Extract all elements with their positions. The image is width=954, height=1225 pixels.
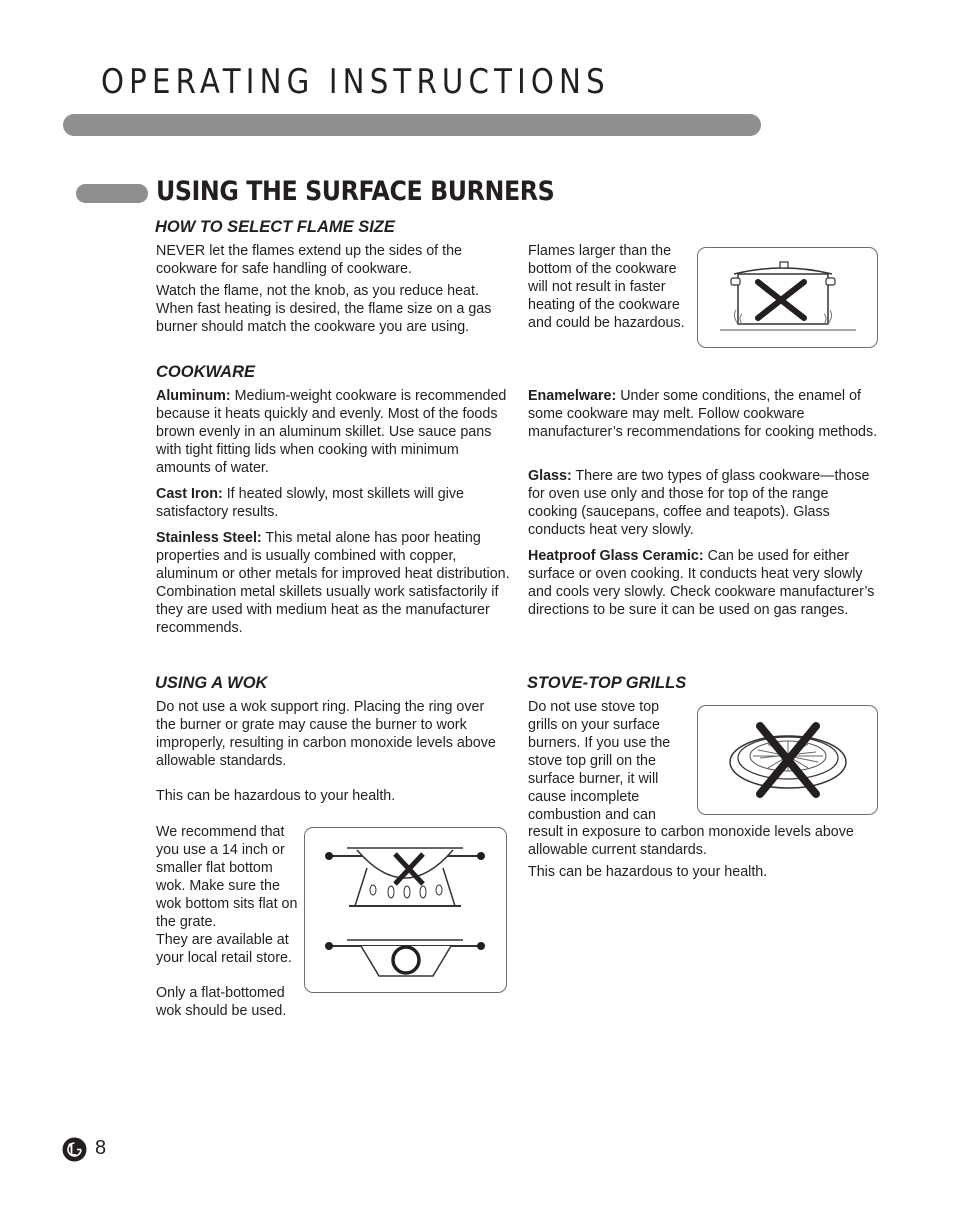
flame-side-text: Flames larger than the bottom of the cookware will not result in faster heating of the cookware and could be hazardous. bbox=[528, 243, 685, 331]
header-bar bbox=[63, 114, 761, 136]
glass-ceramic-text: Can be used for either surface or oven cooking. It conducts heat very slowly and cools very slowly. Check cookware manufacturer’s directions to be sure it can be used on gas ranges. bbox=[528, 548, 875, 618]
header-title: OPERATING INSTRUCTIONS bbox=[101, 62, 610, 102]
stainless-steel-text: This metal alone has poor heating properties and is usually combined with copper, aluminum or other metals for improved heat distribution. Combination metal skillets usually work satisfactorily if they are used with medium heat as the manufacturer recommends. bbox=[156, 530, 510, 636]
grills-paragraph-2: This can be hazardous to your health. bbox=[528, 864, 768, 880]
aluminum-paragraph bbox=[156, 387, 512, 477]
pot-illustration bbox=[697, 247, 878, 348]
pot-x-icon bbox=[698, 248, 877, 347]
lg-logo-icon bbox=[62, 1137, 87, 1162]
wok-paragraph-3 bbox=[156, 823, 302, 967]
grills-paragraph-1a: Do not use stove top grills on your surface burners. If you use the stove top grill on the surface burner, it will cause incomplete combustion and can bbox=[528, 699, 671, 823]
grills-paragraph-1b: result in exposure to carbon monoxide levels above allowable current standards. bbox=[528, 824, 854, 858]
enamelware-paragraph bbox=[528, 387, 878, 441]
glass-ceramic-paragraph bbox=[528, 547, 878, 619]
wok-illustration bbox=[304, 827, 507, 993]
wok-paragraph-1: Do not use a wok support ring. Placing the ring over the burner or grate may cause the burner to work improperly, resulting in carbon monoxide levels above allowable standards. bbox=[156, 699, 496, 769]
flame-size-heading: HOW TO SELECT FLAME SIZE bbox=[155, 218, 395, 236]
grill-x-icon bbox=[698, 706, 877, 814]
aluminum-label: Aluminum: bbox=[156, 388, 231, 404]
lg-logo bbox=[62, 1137, 87, 1167]
enamelware-label: Enamelware: bbox=[528, 388, 617, 404]
section-pill bbox=[76, 184, 148, 203]
section-title: USING THE SURFACE BURNERS bbox=[156, 176, 555, 207]
glass-text: There are two types of glass cookware—those for oven use only and those for top of the range cooking (saucepans, coffee and teapots). Glass conducts heat very slowly. bbox=[528, 468, 870, 538]
wok-paragraph-4: Only a flat-bottomed wok should be used. bbox=[156, 985, 287, 1019]
cookware-heading: COOKWARE bbox=[156, 363, 255, 381]
cast-iron-text: If heated slowly, most skillets will give satisfactory results. bbox=[156, 486, 465, 520]
cast-iron-paragraph bbox=[156, 485, 512, 521]
flame-paragraph-1: NEVER let the flames extend up the sides of the cookware for safe handling of cookware. bbox=[156, 243, 462, 277]
wok-paragraph-3b: They are available at your local retail store. bbox=[156, 932, 292, 966]
grill-illustration bbox=[697, 705, 878, 815]
glass-label: Glass: bbox=[528, 468, 572, 484]
cast-iron-label: Cast Iron: bbox=[156, 486, 223, 502]
wok-paragraph-3a: We recommend that you use a 14 inch or smaller flat bottom wok. Make sure the wok bottom sits flat on the grate. bbox=[156, 824, 298, 930]
enamelware-text: Under some conditions, the enamel of some cookware may melt. Follow cookware manufacturer’s recommendations for cooking methods. bbox=[528, 388, 878, 440]
flame-paragraph-2: Watch the flame, not the knob, as you reduce heat. When fast heating is desired, the flame size on a gas burner should match the cookware you are using. bbox=[156, 283, 492, 335]
wok-paragraph-2: This can be hazardous to your health. bbox=[156, 788, 396, 804]
glass-paragraph bbox=[528, 467, 880, 539]
wok-heading: USING A WOK bbox=[155, 674, 268, 692]
stainless-steel-label: Stainless Steel: bbox=[156, 530, 262, 546]
wok-ring-icon bbox=[305, 828, 506, 992]
aluminum-text: Medium-weight cookware is recommended because it heats quickly and evenly. Most of the foods brown evenly in an aluminum skillet. Use sauce pans with tight fitting lids when cooking with minimum amounts of water. bbox=[156, 388, 507, 476]
grills-heading: STOVE-TOP GRILLS bbox=[527, 674, 687, 692]
page-number: 8 bbox=[95, 1137, 107, 1159]
stainless-steel-paragraph bbox=[156, 529, 512, 637]
glass-ceramic-label: Heatproof Glass Ceramic: bbox=[528, 548, 704, 564]
